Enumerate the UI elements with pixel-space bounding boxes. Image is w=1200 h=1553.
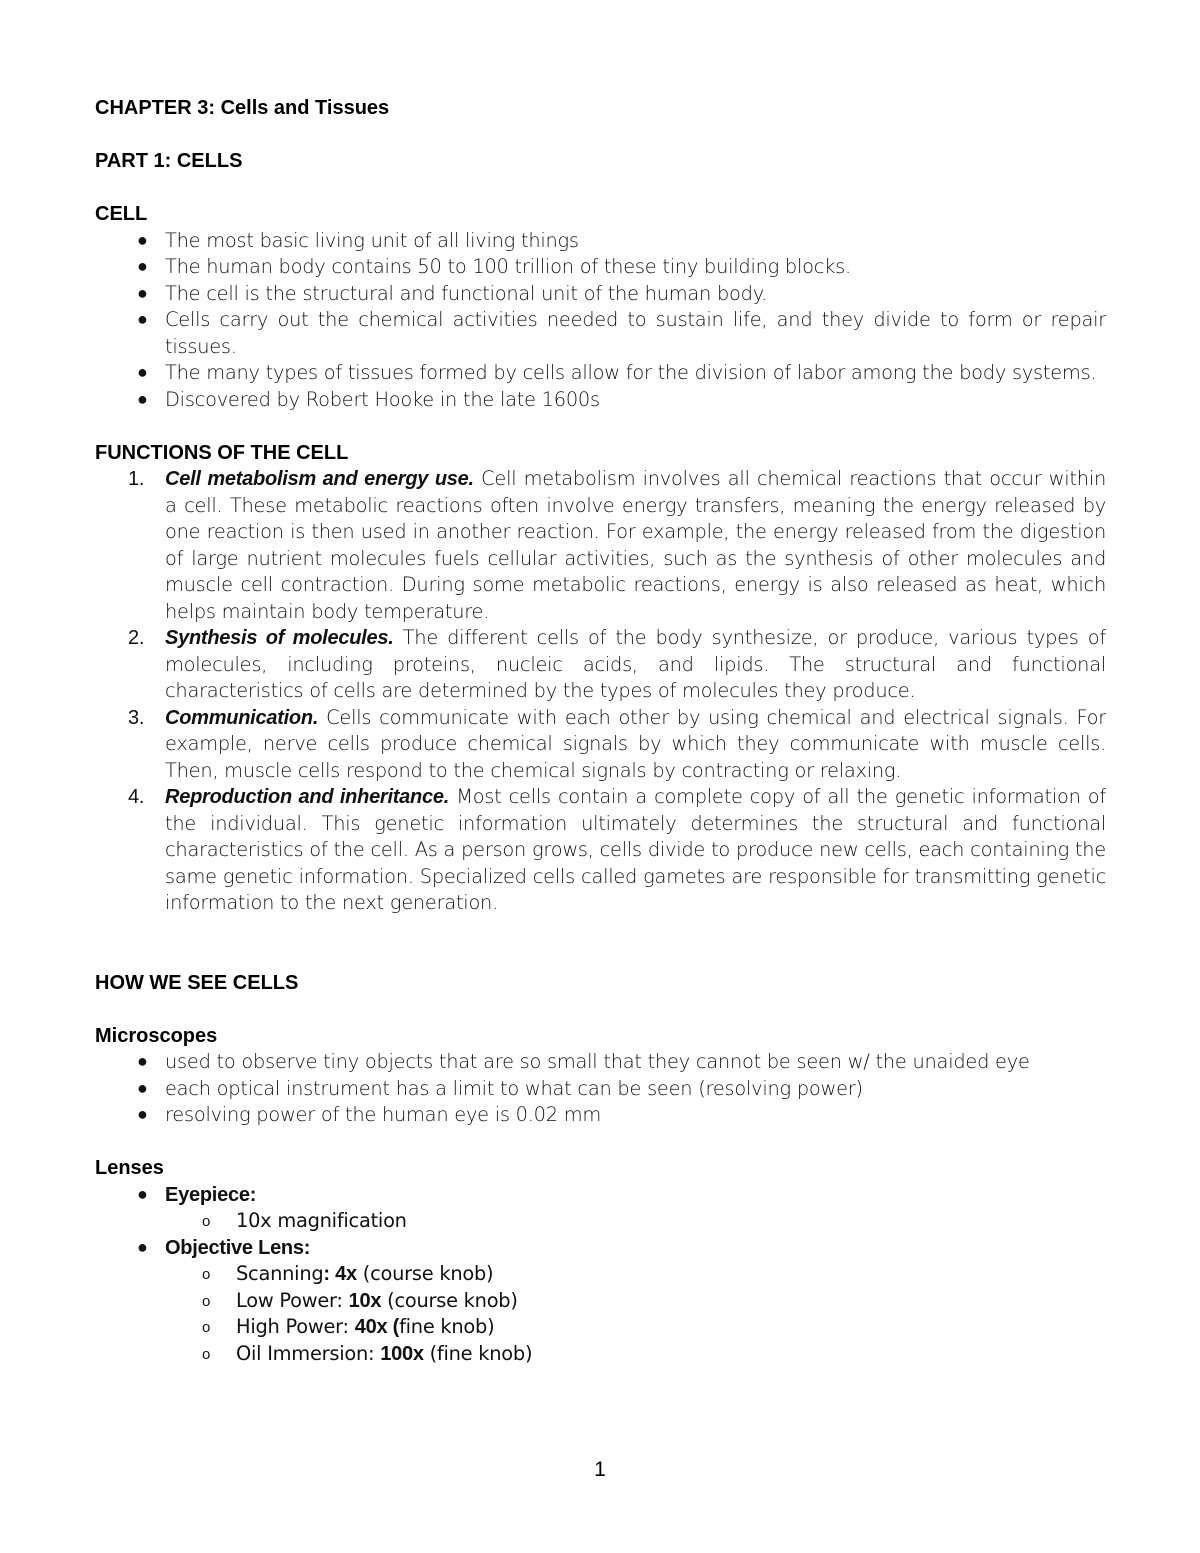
list-item: 2. Synthesis of molecules. The different cells of the body synthesize, or produce, various types of molecules, including proteins, nucleic acids, and lipids. The structural and functional characteristics of cells are determined by the types of molecules they produce.	[128, 626, 1106, 702]
bullet-icon: ●	[137, 362, 148, 383]
circle-bullet-icon: o	[202, 1292, 211, 1310]
eyepiece-label: Eyepiece:	[165, 1183, 257, 1206]
list-item: ● each optical instrument has a limit to what can be seen (resolving power)	[95, 1076, 1106, 1103]
objective-lens-label: Objective Lens:	[165, 1236, 311, 1259]
sub-list-item: o High Power: 40x (fine knob)	[95, 1314, 1106, 1341]
bullet-icon: ●	[137, 1104, 148, 1125]
lenses-list	[95, 1182, 1106, 1368]
function-term: Reproduction and inheritance.	[165, 786, 450, 808]
microscopes-heading: Microscopes	[95, 1024, 218, 1047]
cell-heading: CELL	[95, 203, 148, 225]
bullet-icon: ●	[137, 1077, 148, 1099]
circle-bullet-icon: o	[202, 1319, 211, 1336]
list-item: 3. Communication. Cells communicate with each other by using chemical and electrical signals. For example, nerve cells produce chemical signals by which they communicate with muscle cells. Then, muscle cells respond to the chemical signals by contracting or relaxing.	[128, 705, 1106, 782]
cell-bullet-list	[95, 228, 1106, 414]
bullet-icon: ●	[137, 309, 148, 330]
list-item: ● The many types of tissues formed by cells allow for the division of labor among the body systems.	[95, 360, 1106, 387]
part-title: PART 1: CELLS	[95, 150, 243, 172]
circle-bullet-icon: o	[202, 1266, 211, 1283]
microscopes-bullet-list	[95, 1049, 1106, 1129]
list-item: ● Discovered by Robert Hooke in the late 1600s	[95, 387, 1106, 414]
bullet-icon: ●	[137, 388, 148, 410]
list-item	[95, 1235, 1106, 1262]
document-page	[95, 95, 1106, 1367]
lenses-heading: Lenses	[95, 1157, 164, 1179]
sub-list-item: o Low Power: 10x (course knob)	[95, 1288, 1106, 1315]
function-term: Communication.	[165, 706, 319, 729]
bullet-icon: ●	[137, 229, 148, 251]
bullet-icon: ●	[137, 1236, 148, 1258]
sub-list-item: o Oil Immersion: 100x (fine knob)	[95, 1341, 1106, 1368]
list-item: 1. Cell metabolism and energy use. Cell metabolism involves all chemical reactions that occur within a cell. These metabolic reactions often involve energy transfers, meaning the energy released by one reaction is then used in another reaction. For example, the energy released from the digestion of large nutrient molecules fuels cellular activities, such as the synthesis of other molecules and muscle cell contraction. During some metabolic reactions, energy is also released as heat, which helps maintain body temperature.	[128, 467, 1106, 623]
how-we-see-heading: HOW WE SEE CELLS	[95, 971, 299, 994]
list-item	[95, 1182, 1106, 1209]
bullet-icon: ●	[137, 1183, 148, 1205]
bullet-icon: ●	[137, 282, 148, 304]
list-item: ● The cell is the structural and functional unit of the human body.	[95, 281, 1106, 308]
list-item: ● The human body contains 50 to 100 trillion of these tiny building blocks.	[95, 254, 1106, 281]
chapter-title: CHAPTER 3: Cells and Tissues	[95, 97, 390, 119]
function-term: Cell metabolism and energy use.	[165, 468, 474, 490]
sub-list-item: o 10x magnification	[95, 1208, 1106, 1235]
list-item: ● Cells carry out the chemical activities needed to sustain life, and they divide to form or repair tissues.	[137, 308, 1106, 358]
circle-bullet-icon: o	[202, 1345, 211, 1363]
page-number: 1	[594, 1458, 606, 1481]
functions-heading: FUNCTIONS OF THE CELL	[95, 441, 349, 464]
sub-list-item: o Scanning: 4x (course knob)	[95, 1261, 1106, 1288]
bullet-icon: ●	[137, 256, 148, 277]
function-term: Synthesis of molecules.	[165, 627, 394, 649]
bullet-icon: ●	[137, 1051, 148, 1072]
list-item: ● The most basic living unit of all living things	[95, 228, 1106, 255]
list-item: ● resolving power of the human eye is 0.02 mm	[95, 1102, 1106, 1129]
functions-list	[95, 466, 1106, 917]
circle-bullet-icon: o	[202, 1213, 211, 1230]
list-item: 4. Reproduction and inheritance. Most cells contain a complete copy of all the genetic information of the individual. This genetic information ultimately determines the structural and functional characteristics of the cell. As a person grows, cells divide to produce new cells, each containing the same genetic information. Specialized cells called gametes are responsible for transmitting genetic information to the next generation.	[128, 785, 1107, 914]
list-item: ● used to observe tiny objects that are so small that they cannot be seen w/ the unaided eye	[95, 1049, 1106, 1076]
